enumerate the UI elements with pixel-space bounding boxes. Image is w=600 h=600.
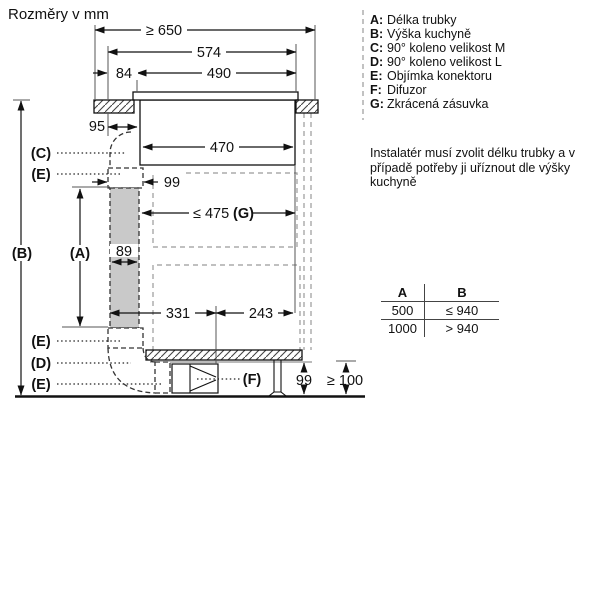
legend-key: E: [370,69,383,83]
col-b-header: B [457,285,467,300]
label-a: (A) [69,246,91,262]
dim-text-331: 331 [165,306,191,322]
plinth-shelf [146,350,302,360]
elbow-c [110,132,131,168]
label-e-mid: (E) [31,334,51,350]
cell-a: 500 [381,302,425,319]
legend-label: Objímka konektoru [387,69,492,83]
countertop-left [94,100,134,113]
dim-text-475: ≤ 475 [193,206,230,222]
dimension-lines [21,30,346,395]
dim-text-99-bottom: 99 [295,373,313,389]
countertop-right [296,100,318,113]
cell-a: 1000 [381,320,425,337]
legend-label: Výška kuchyně [387,27,472,41]
label-f: (F) [242,372,262,388]
legend-key: A: [370,13,384,27]
label-b: (B) [11,246,33,262]
label-e-top: (E) [31,167,51,183]
legend-key: B: [370,27,384,41]
connector-sleeve-bottom [155,362,170,393]
dim-text-89: 89 [115,244,133,260]
legend-label: Difuzor [387,83,427,97]
hob-glass-top [133,92,298,100]
legend-key: D: [370,55,384,69]
legend-label: Délka trubky [387,13,457,27]
dim-text-490: 490 [206,66,232,82]
legend-label: 90° koleno velikost L [387,55,502,69]
label-e-bottom: (E) [31,377,51,393]
installer-note: Instalatér musí zvolit délku trubky a v případě potřeby ji uříznout dle výšky kuchyně [370,146,575,189]
dim-text-95: 95 [88,119,106,135]
legend-label: 90° koleno velikost M [387,41,506,55]
dim-text-100: ≥ 100 [326,373,364,389]
dim-text-84: 84 [115,66,133,82]
label-d: (D) [30,356,52,372]
cell-b: > 940 [445,321,479,336]
legend-label: Zkrácená zásuvka [387,97,489,111]
legend-key: C: [370,41,384,55]
col-a-header: A [381,284,425,301]
legend-key: F: [370,83,382,97]
dim-text-574: 574 [196,45,222,61]
cabinet-dashed-outline [153,10,363,351]
label-c: (C) [30,146,52,162]
connector-sleeve-mid [108,328,143,348]
cell-b: ≤ 940 [445,303,479,318]
page-title: Rozměry v mm [8,6,109,23]
dim-text-470: 470 [209,140,235,156]
structure [15,92,365,397]
dim-text-650: ≥ 650 [145,23,183,39]
dim-text-g: (G) [233,206,254,222]
dim-text-243: 243 [248,306,274,322]
dim-text-99-top: 99 [163,175,181,191]
connector-sleeve-top [108,168,143,188]
legend-key: G: [370,97,384,111]
